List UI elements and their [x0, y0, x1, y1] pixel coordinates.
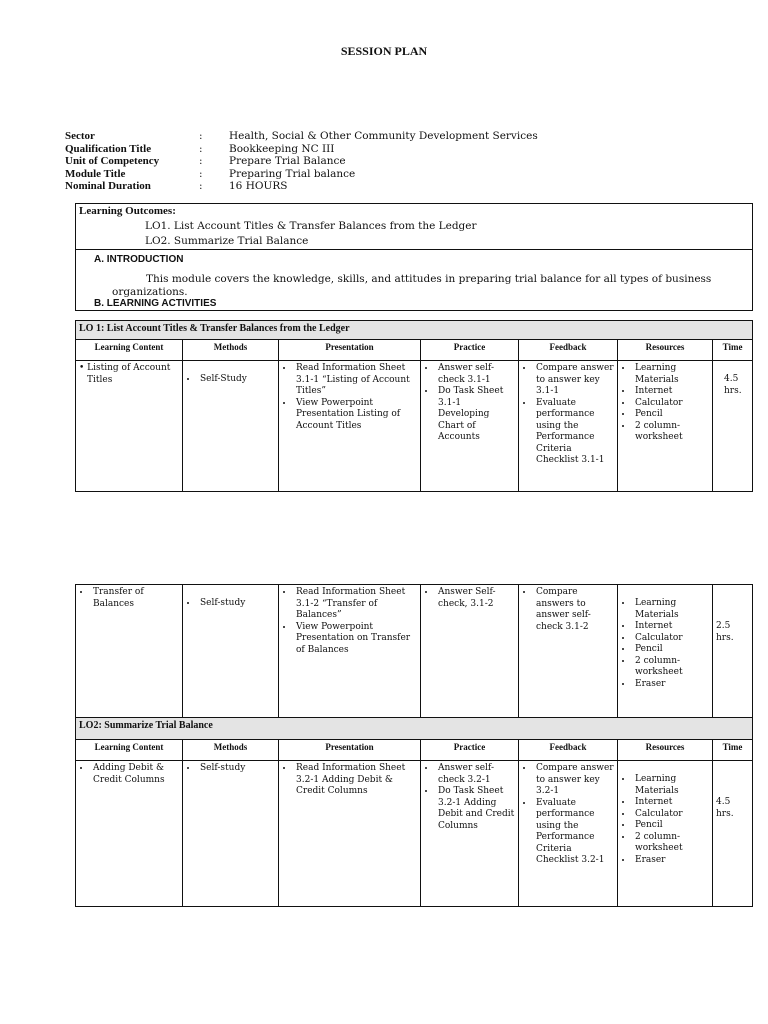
introduction-heading: A. INTRODUCTION: [94, 254, 184, 265]
list-item: • Answer self-check 3.1-1: [436, 363, 515, 386]
list-item: • Compare answer to answer key 3.1-1: [534, 363, 614, 398]
lo1-header-row: [76, 321, 753, 340]
resources-cell: [618, 361, 713, 492]
list-item: • Calculator: [633, 398, 709, 410]
presentation-cell: [279, 761, 421, 907]
list-item: • Read Information Sheet 3.1-1 “Listing of Account Titles”: [294, 363, 417, 398]
table-row: [76, 361, 753, 492]
list-item: • Pencil: [633, 409, 709, 421]
lo2-text: LO2. Summarize Trial Balance: [145, 235, 309, 247]
learning-outcomes-heading: Learning Outcomes:: [79, 205, 176, 217]
info-label: Nominal Duration: [65, 180, 151, 192]
list-item: • Transfer of Balances: [91, 587, 179, 610]
learning-content-cell: [76, 361, 183, 492]
learning-content-label: Listing of Account Titles: [87, 363, 171, 385]
session-info-table: [65, 130, 745, 193]
info-colon: :: [199, 155, 203, 167]
col-presentation: Presentation: [279, 740, 421, 761]
feedback-list: [522, 763, 614, 867]
col-time: Time: [713, 740, 753, 761]
col-resources: Resources: [618, 340, 713, 361]
practice-cell: [421, 585, 519, 718]
methods-cell: [183, 361, 279, 492]
list-item: • Calculator: [633, 633, 709, 645]
learning-outcomes-row: [76, 204, 753, 250]
col-resources: Resources: [618, 740, 713, 761]
list-item: • View Powerpoint Presentation on Transfer of Balances: [294, 622, 417, 657]
info-row-sector: [65, 130, 745, 143]
outcomes-table: [75, 203, 753, 311]
introduction-text: This module covers the knowledge, skills, and attitudes in preparing trial balance for all types of business: [146, 273, 712, 285]
list-item: • Pencil: [633, 820, 709, 832]
learning-content-text: • Listing of Account Titles: [79, 363, 171, 385]
info-colon: :: [199, 142, 203, 155]
list-item: • Internet: [633, 797, 709, 809]
list-item: • Adding Debit & Credit Columns: [91, 763, 179, 786]
info-value: 16 HOURS: [229, 180, 288, 192]
resources-list: [621, 598, 709, 690]
list-item: • Answer Self-check, 3.1-2: [436, 587, 515, 610]
feedback-cell: [519, 585, 618, 718]
introduction-cell: [76, 250, 753, 311]
time-cell: [713, 761, 753, 907]
col-learning-content: Learning Content: [76, 340, 183, 361]
list-item: • Learning Materials: [633, 598, 709, 621]
list-item: • Learning Materials: [633, 363, 709, 386]
info-label: Module Title: [65, 167, 126, 180]
introduction-row: [76, 250, 753, 311]
info-row-duration: [65, 180, 745, 193]
list-item: • Answer self-check 3.2-1: [436, 763, 515, 786]
list-item: • 2 column-worksheet: [633, 421, 709, 444]
time-text: 4.5 hrs.: [716, 797, 734, 819]
list-item: • 2 column-worksheet: [633, 656, 709, 679]
list-item: • Internet: [633, 386, 709, 398]
lo2-header: LO2: Summarize Trial Balance: [76, 718, 753, 740]
col-practice: Practice: [421, 340, 519, 361]
lo2-header-row: [76, 718, 753, 740]
list-item: • Read Information Sheet 3.1-2 “Transfer of Balances”: [294, 587, 417, 622]
info-row-module: [65, 168, 745, 181]
resources-cell: [618, 585, 713, 718]
resources-cell: [618, 761, 713, 907]
methods-cell: [183, 585, 279, 718]
practice-cell: [421, 761, 519, 907]
presentation-cell: [279, 585, 421, 718]
column-header-row: [76, 340, 753, 361]
col-presentation: Presentation: [279, 340, 421, 361]
methods-list: [186, 598, 275, 610]
practice-list: [424, 363, 515, 444]
presentation-cell: [279, 361, 421, 492]
methods-list: [186, 374, 275, 386]
list-item: • Calculator: [633, 809, 709, 821]
col-practice: Practice: [421, 740, 519, 761]
learning-outcomes-cell: [76, 204, 753, 250]
presentation-list: [282, 763, 417, 798]
list-item: • Compare answers to answer self-check 3.1-2: [534, 587, 614, 633]
time-text: 2.5 hrs.: [716, 621, 734, 643]
info-label: Qualification Title: [65, 142, 152, 155]
list-item: • Compare answer to answer key 3.2-1: [534, 763, 614, 798]
time-cell: [713, 361, 753, 492]
col-feedback: Feedback: [519, 340, 618, 361]
list-item: • 2 column-worksheet: [633, 832, 709, 855]
list-item: • Self-study: [198, 763, 275, 775]
list-item: • Do Task Sheet 3.2-1 Adding Debit and Credit Columns: [436, 786, 515, 832]
col-learning-content: Learning Content: [76, 740, 183, 761]
methods-list: [186, 763, 275, 775]
list-item: • Pencil: [633, 644, 709, 656]
info-value: Preparing Trial balance: [229, 167, 356, 180]
list-item: • Evaluate performance using the Performance Criteria Checklist 3.2-1: [534, 798, 614, 867]
info-row-qualification: [65, 143, 745, 156]
lo1-header: LO 1: List Account Titles & Transfer Balances from the Ledger: [76, 321, 753, 340]
col-feedback: Feedback: [519, 740, 618, 761]
info-value: Bookkeeping NC III: [229, 142, 335, 155]
learning-content-list: [79, 587, 179, 610]
info-value: Health, Social & Other Community Development Services: [229, 130, 538, 142]
list-item: • Self-Study: [198, 374, 275, 386]
feedback-list: [522, 363, 614, 467]
time-text: 4.5 hrs.: [724, 374, 742, 396]
lo1-activities-table: [75, 320, 753, 492]
page-title: SESSION PLAN: [340, 44, 428, 58]
info-colon: :: [199, 167, 203, 180]
presentation-list: [282, 363, 417, 432]
learning-content-list: [79, 763, 179, 786]
column-header-row: [76, 740, 753, 761]
list-item: • Internet: [633, 621, 709, 633]
info-row-unit: [65, 155, 745, 168]
learning-activities-heading: B. LEARNING ACTIVITIES: [94, 298, 217, 309]
list-item: • View Powerpoint Presentation Listing of Account Titles: [294, 398, 417, 433]
list-item: • Learning Materials: [633, 774, 709, 797]
lo1-text: LO1. List Account Titles & Transfer Balances from the Ledger: [145, 220, 477, 232]
presentation-list: [282, 587, 417, 656]
col-methods: Methods: [183, 740, 279, 761]
practice-cell: [421, 361, 519, 492]
info-colon: :: [199, 180, 203, 192]
feedback-cell: [519, 761, 618, 907]
list-item: • Eraser: [633, 679, 709, 691]
col-time: Time: [713, 340, 753, 361]
feedback-cell: [519, 361, 618, 492]
list-item: • Evaluate performance using the Performance Criteria Checklist 3.1-1: [534, 398, 614, 467]
resources-list: [621, 363, 709, 444]
table-row: [76, 761, 753, 907]
methods-cell: [183, 761, 279, 907]
info-colon: :: [199, 130, 203, 142]
table-row: [76, 585, 753, 718]
practice-list: [424, 587, 515, 610]
lo2-activities-table: [75, 584, 753, 907]
resources-list: [621, 774, 709, 866]
info-label: Unit of Competency: [65, 155, 160, 167]
col-methods: Methods: [183, 340, 279, 361]
list-item: • Eraser: [633, 855, 709, 867]
info-label: Sector: [65, 130, 95, 142]
info-value: Prepare Trial Balance: [229, 155, 346, 167]
learning-content-cell: [76, 585, 183, 718]
time-cell: [713, 585, 753, 718]
learning-content-cell: [76, 761, 183, 907]
practice-list: [424, 763, 515, 832]
list-item: • Read Information Sheet 3.2-1 Adding Debit & Credit Columns: [294, 763, 417, 798]
introduction-text-cont: organizations.: [112, 286, 188, 298]
list-item: • Self-study: [198, 598, 275, 610]
feedback-list: [522, 587, 614, 633]
list-item: • Do Task Sheet 3.1-1 Developing Chart of Accounts: [436, 386, 515, 444]
